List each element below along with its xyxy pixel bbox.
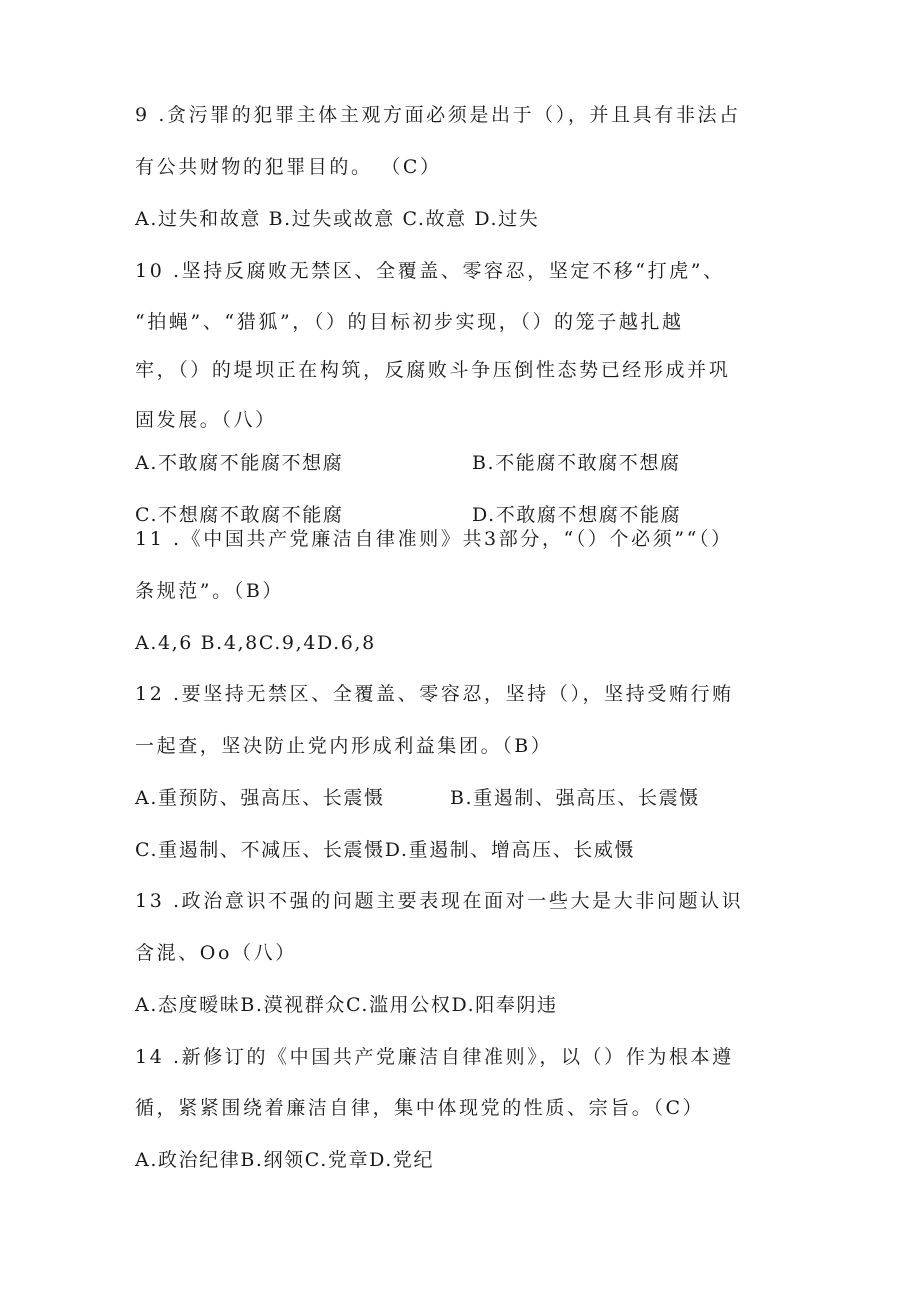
q12-text-line-2: 一起查，坚决防止党内形成利益集团。（B） — [135, 735, 553, 757]
q10-option-a: A.不敢腐不能腐不想腐 — [135, 452, 344, 474]
q12-option-a: A.重预防、强高压、长震慑 — [135, 787, 385, 809]
q13-text-line-1: 13 .政治意识不强的问题主要表现在面对一些大是大非问题认识 — [135, 890, 744, 912]
q13-options: A.态度暧昧B.漠视群众C.滥用公权D.阳奉阴违 — [135, 994, 558, 1016]
q10-text-line-1: 10 .坚持反腐败无禁区、全覆盖、零容忍，坚定不移“打虎”、 — [135, 260, 725, 282]
q10-text-line-3: 牢，（）的堤坝正在构筑，反腐败斗争压倒性态势已经形成并巩 — [135, 359, 731, 381]
q10-option-b: B.不能腐不敢腐不想腐 — [472, 452, 681, 474]
q9-text-line-1: 9 .贪污罪的犯罪主体主观方面必须是出于（），并且具有非法占 — [135, 104, 741, 126]
q10-text-line-2: “拍蝇”、“猎狐”，（）的目标初步实现，（）的笼子越扎越 — [135, 311, 684, 333]
q14-text-line-1: 14 .新修订的《中国共产党廉洁自律准则》，以（）作为根本遵 — [135, 1046, 734, 1068]
q11-options: A.4,6 B.4,8C.9,4D.6,8 — [135, 632, 376, 654]
q10-option-d: D.不敢腐不想腐不能腐 — [472, 504, 682, 526]
q12-options-cd: C.重遏制、不减压、长震慑D.重遏制、增高压、长威慑 — [135, 839, 636, 861]
q14-text-line-2: 循，紧紧围绕着廉洁自律，集中体现党的性质、宗旨。（C） — [135, 1097, 705, 1119]
q13-text-line-2: 含混、Oo（八） — [135, 942, 297, 964]
q10-text-line-4: 固发展。（八） — [135, 409, 277, 431]
q12-text-line-1: 12 .要坚持无禁区、全覆盖、零容忍，坚持（），坚持受贿行贿 — [135, 683, 734, 705]
q14-options: A.政治纪律B.纲领C.党章D.党纪 — [135, 1149, 435, 1171]
q11-text-line-1: 11 .《中国共产党廉洁自律准则》共3部分，“（）个必须”“（） — [135, 528, 733, 550]
q10-option-c: C.不想腐不敢腐不能腐 — [135, 504, 344, 526]
q9-text-line-2: 有公共财物的犯罪目的。 （C） — [135, 156, 442, 178]
q11-text-line-2: 条规范”。（B） — [135, 580, 284, 602]
q12-option-b: B.重遏制、强高压、长震慑 — [450, 787, 700, 809]
q9-options: A.过失和故意 B.过失或故意 C.故意 D.过失 — [135, 208, 540, 230]
